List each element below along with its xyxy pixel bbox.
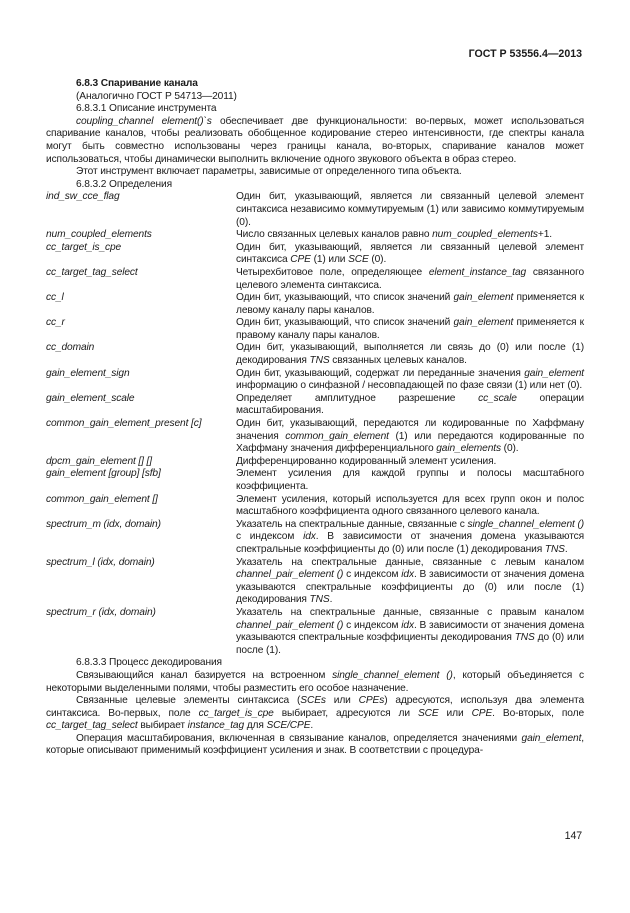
text-run: Определяет амплитудное разрешение	[236, 392, 479, 404]
definition-row	[46, 292, 584, 317]
text-run: . В зависимости от значения домена указываются спектральные коэффициенты до (0) или после (1) декодирования	[236, 531, 584, 555]
text-run: .	[329, 594, 333, 606]
italic-term: idx	[401, 619, 414, 631]
definition-term: spectrum_m (idx, domain)	[46, 518, 161, 530]
text-run: Указатель на спектральные данные, связанные с	[236, 518, 468, 530]
definition-row	[46, 242, 584, 267]
definition-row	[46, 317, 584, 342]
italic-term: cc_target_is_cpe	[198, 707, 274, 719]
definition-row	[46, 468, 584, 493]
italic-term: SCE/CPE	[266, 720, 311, 732]
definition-description	[236, 519, 584, 557]
italic-term: channel_pair_element ()	[236, 619, 344, 631]
text-run: операции масштабирования.	[236, 392, 584, 417]
text-run: Дифференцированно кодированный элемент усиления.	[236, 455, 497, 467]
text-run: Число связанных целевых каналов равно	[236, 229, 433, 241]
italic-term: gain_elements	[436, 443, 501, 455]
text-run: (0).	[368, 254, 387, 266]
definition-description	[236, 368, 584, 393]
italic-term: CPE	[471, 707, 493, 719]
definition-term: gain_element [group] [sfb]	[46, 468, 161, 480]
definition-description	[236, 229, 584, 242]
italic-term: CPE	[290, 254, 311, 266]
definition-description	[236, 607, 584, 657]
definition-row	[46, 191, 584, 229]
definition-row	[46, 368, 584, 393]
text-run: выбирает	[137, 720, 188, 732]
text-run: (1) или передаются кодированные по Хаффману значения дифференциального	[236, 430, 584, 455]
definition-term: dpcm_gain_element [] []	[46, 455, 152, 467]
text-run: информацию о синфазной / несовпадающей по фазе связи (1) или нет (0).	[236, 380, 583, 392]
italic-term: TNS	[309, 355, 330, 367]
definition-description	[236, 267, 584, 292]
text-run: . В зависимости от значения домена указываются спектральные коэффициенты до (0) или после (1) декодирования	[236, 569, 584, 606]
definition-description	[236, 191, 584, 229]
intro-paragraph	[46, 116, 584, 166]
text-run: для	[244, 720, 267, 732]
italic-term: channel_pair_element ()	[236, 569, 344, 581]
italic-term: TNS	[544, 543, 565, 555]
text-run: Один бит, указывающий, выполняется ли связь до (0) или после (1) декодирования	[236, 342, 584, 367]
text-run: Один бит, указывающий, что список значений	[236, 292, 454, 304]
text-run: .	[564, 543, 568, 555]
italic-term: common_gain_element	[285, 430, 389, 442]
definition-term: cc_target_tag_select	[46, 266, 138, 278]
italic-term: cc_target_tag_select	[46, 720, 138, 732]
italic-term: idx	[303, 531, 316, 543]
italic-term: element_instance_tag	[428, 266, 527, 278]
definition-term: gain_element_scale	[46, 392, 135, 404]
definition-row	[46, 267, 584, 292]
definition-description	[236, 468, 584, 493]
decoding-section	[46, 670, 584, 758]
text-run: с индексом	[343, 569, 402, 581]
section-analog-note: (Аналогично ГОСТ Р 54713—2011)	[76, 90, 237, 102]
italic-term: SCE	[348, 254, 369, 266]
intro-term: coupling_channel element()`s	[76, 115, 212, 127]
subsection-title-description: 6.8.3.1 Описание инструмента	[76, 103, 217, 115]
definition-description	[236, 393, 584, 418]
definition-description	[236, 557, 584, 607]
text-run: или	[438, 707, 472, 719]
definition-term: spectrum_r (idx, domain)	[46, 606, 156, 618]
definition-description	[236, 317, 584, 342]
definition-term: cc_l	[46, 292, 64, 304]
text-run: Связанные целевые элементы синтаксиса (	[76, 695, 301, 707]
text-run: связанных целевых каналов.	[329, 355, 467, 367]
italic-term: CPEs	[358, 695, 385, 707]
definition-row	[46, 418, 584, 456]
italic-term: gain_element	[521, 732, 582, 744]
text-run: или	[325, 695, 359, 707]
definition-term: common_gain_element_present [c]	[46, 418, 202, 430]
document-id: ГОСТ Р 53556.4—2013	[468, 48, 582, 60]
text-run: , который объединяется с некоторыми выделенными полями, чтобы разместить его особое назначение.	[46, 669, 585, 694]
italic-term: gain_element	[453, 292, 514, 304]
definition-row	[46, 519, 584, 557]
definition-description	[236, 292, 584, 317]
definition-description	[236, 494, 584, 519]
text-run: , которые описывают применимый коэффициент усиления и знак. В соответствии с процедура-	[46, 732, 584, 757]
params-note: Этот инструмент включает параметры, зависимые от определенного типа объекта.	[76, 166, 462, 178]
text-run: применяется к левому каналу пары каналов.	[236, 292, 584, 316]
italic-term: gain_element	[524, 367, 584, 379]
text-run: Указатель на спектральные данные, связанные с левым каналом	[236, 556, 584, 568]
italic-term: cc_scale	[478, 392, 517, 404]
definition-row	[46, 393, 584, 418]
italic-term: gain_element	[453, 317, 514, 329]
text-run: Связывающийся канал базируется на встроенном	[76, 669, 333, 681]
italic-term: single_channel_element ()	[467, 518, 585, 530]
text-run: Один бит, указывающий, что список значений	[236, 317, 454, 329]
text-run: Элемент усиления, который используется для всех групп окон и полос масштабного коэффициента одного связанного целевого канала.	[236, 493, 584, 518]
italic-term: TNS	[309, 594, 330, 606]
definition-term: num_coupled_elements	[46, 229, 152, 241]
decoding-paragraph	[46, 670, 584, 695]
text-run: применяется к правому каналу пары каналов.	[236, 317, 584, 341]
italic-term: instance_tag	[187, 720, 245, 732]
subsection-title-decoding: 6.8.3.3 Процесс декодирования	[76, 657, 222, 669]
page-number: 147	[564, 830, 582, 842]
section-title: 6.8.3 Спаривание канала	[76, 78, 198, 89]
definition-term: common_gain_element []	[46, 493, 158, 505]
text-run: с индексом	[236, 531, 304, 543]
text-run: (0).	[500, 443, 519, 455]
definition-term: cc_domain	[46, 342, 95, 354]
definition-term: gain_element_sign	[46, 367, 130, 379]
text-run: Элемент усиления для каждой группы и полосы масштабного коэффициента.	[236, 468, 584, 492]
text-run: +1.	[537, 229, 552, 241]
text-run: . Во-вторых, поле	[492, 707, 584, 719]
definition-row	[46, 557, 584, 607]
text-run: Один бит, указывающий, является ли связанный целевой элемент синтаксиса	[236, 241, 584, 266]
text-run: выбирает, адресуются ли	[273, 707, 418, 719]
text-run: .	[310, 720, 314, 732]
definition-description	[236, 342, 584, 367]
text-run: Указатель на спектральные данные, связанные с правым каналом	[236, 606, 584, 618]
text-run: Один бит, указывающий, содержат ли переданные значения	[236, 367, 525, 379]
definition-description	[236, 456, 584, 469]
italic-term: TNS	[514, 632, 535, 644]
text-run: Операция масштабирования, включенная в связывание каналов, определяется значениями	[76, 732, 522, 744]
definitions-table	[46, 191, 584, 657]
text-run: Четырехбитовое поле, определяющее	[236, 266, 429, 278]
subsection-title-definitions: 6.8.3.2 Определения	[76, 178, 172, 190]
definition-description	[236, 418, 584, 456]
italic-term: SCEs	[300, 695, 326, 707]
italic-term: single_channel_element ()	[332, 669, 453, 681]
italic-term: num_coupled_elements	[432, 229, 538, 241]
definition-row	[46, 456, 584, 469]
definition-description	[236, 242, 584, 267]
text-run: с индексом	[343, 619, 402, 631]
intro-text: обеспечивает две функциональности: во-первых, может использоваться спаривание каналов, чтобы реализовать обобщенное кодирование стерео интенсивности, где спектры канала могут быть совместно использованы через границы канала, во-вторых, спаривание каналов может использоваться, чтобы динамически выполнить включение одного звукового объекта в образ стерео.	[46, 115, 584, 165]
italic-term: idx	[401, 569, 414, 581]
text-run: до (0) или после (1).	[236, 632, 584, 656]
definition-row	[46, 607, 584, 657]
italic-term: SCE	[417, 707, 439, 719]
definition-row	[46, 494, 584, 519]
main-content	[46, 78, 584, 758]
definition-term: ind_sw_cce_flag	[46, 191, 120, 203]
definition-row	[46, 342, 584, 367]
text-run: (1) или	[310, 254, 349, 266]
definition-term: cc_r	[46, 317, 65, 329]
text-run: Один бит, указывающий, передаются ли кодированные по Хаффману значения	[236, 418, 584, 442]
text-run: связанного целевого элемента синтаксиса.	[236, 266, 584, 291]
text-run: . В зависимости от значения домена указываются спектральные коэффициенты декодирования	[236, 619, 584, 644]
definition-term: spectrum_l (idx, domain)	[46, 556, 155, 568]
definition-row	[46, 229, 584, 242]
decoding-paragraph	[46, 733, 584, 758]
definition-term: cc_target_is_cpe	[46, 241, 122, 253]
text-run: Один бит, указывающий, является ли связанный целевой элемент синтаксиса независимо коммутируемым (1) или зависимо коммутируемым (0).	[236, 191, 584, 228]
text-run: ) адресуются, используя два элемента синтаксиса. Во-первых, поле	[46, 695, 585, 719]
decoding-paragraph	[46, 695, 584, 733]
